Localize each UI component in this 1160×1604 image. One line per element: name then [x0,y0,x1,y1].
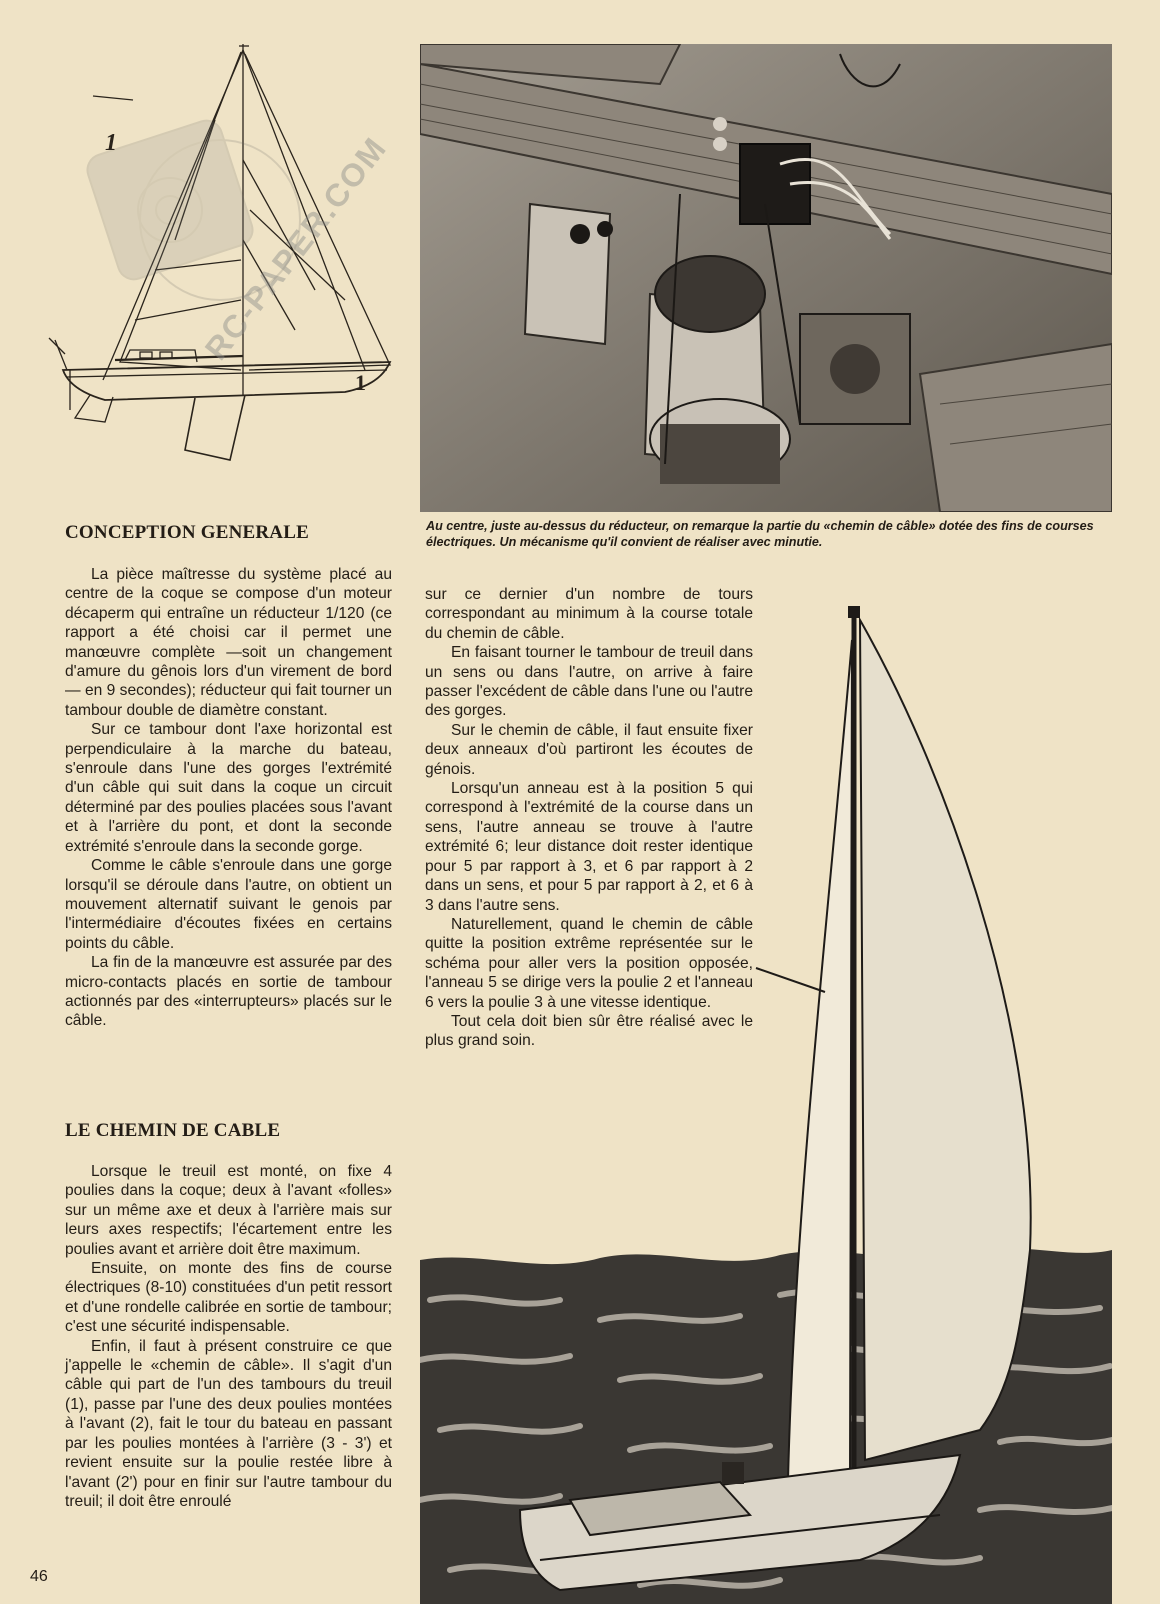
paragraph: sur ce dernier d'un nombre de tours correspondant au minimum à la course totale du chemin de câble. [425,586,753,642]
section-heading-conception: CONCEPTION GENERALE [65,522,309,543]
paragraph: Naturellement, quand le chemin de câble quitte la position extrême représentée sur le schéma pour aller vers la position opposée, l'anneau 5 se dirige vers la poulie 2 et l'anneau 6 vers la poulie 3 à une vitesse identique. [425,915,753,1011]
mechanism-photo [420,44,1112,512]
paragraph: Lorsqu'un anneau est à la position 5 qui correspond à l'extrémité de la course dans un sens, l'autre anneau se trouve à l'autre extrémité 6; leur distance doit rester identique pour 5 par rapport à 3, et 6 par rapport à 2 dans un sens, et pour 5 par rapport à 2, et 6 à 3 dans l'autre sens. [425,780,753,914]
watermark: RC-PAPER.COM [197,129,394,367]
paragraph: Tout cela doit bien sûr être réalisé avec le plus grand soin. [425,1012,753,1050]
paragraph: Lorsque le treuil est monté, on fixe 4 poulies dans la coque; deux à l'avant «folles» sur un même axe et deux à l'arrière mais sur leurs axes respectifs; l'écartement entre les poulies avant et arrière doit être maximum. [65,1163,392,1258]
paragraph: Ensuite, on monte des fins de course électriques (8-10) constituées d'un petit ressort et d'une rondelle calibrée en sortie de tambour; c'est une sécurité indispensable. [65,1260,392,1336]
sailboat-diagram [45,40,405,480]
paragraph: Sur ce tambour dont l'axe horizontal est perpendiculaire à la marche du bateau, s'enroule dans l'une des gorges l'extrémité d'un câble qui suit dans la coque un circuit déterminé par des poulies placées sous l'avant et à l'arrière du pont, et dont la seconde extrémité s'enroule dans la seconde gorge. [65,721,392,855]
paragraph: En faisant tourner le tambour de treuil dans un sens ou dans l'autre, on arrive à faire passer l'excédent de câble dans l'une ou l'autre des gorges. [425,644,753,720]
sailboat-photo [420,600,1112,1604]
section-conception-text [65,565,392,1031]
page-number: 46 [30,1568,48,1585]
paragraph: Comme le câble s'enroule dans une gorge lorsqu'il se déroule dans l'autre, on obtient un mouvement alternatif suivant le genois par l'intermédiaire d'écoutes fixées en certains points du câble. [65,857,392,952]
paragraph: La pièce maîtresse du système placé au centre de la coque se compose d'un moteur décaperm qui entraîne un réducteur 1/120 (ce rapport a été choisi car il permet une manœuvre complète —soit un changement d'amure du gênois lors d'un virement de bord— en 9 secondes); réducteur qui fait tourner un tambour double de diamètre constant. [65,566,392,719]
photo-caption: Au centre, juste au-dessus du réducteur, on remarque la partie du «chemin de câble» dotée des fins de courses électriques. Un mécanisme qu'il convient de réaliser avec minutie. [426,519,1094,549]
mast-sail-number: 1 [105,130,117,156]
section-heading-chemin-de-cable: LE CHEMIN DE CABLE [65,1120,281,1141]
paragraph: La fin de la manœuvre est assurée par des micro-contacts placés en sortie de tambour actionnés par des «interrupteurs» placés sur le câble. [65,954,392,1030]
paragraph: Enfin, il faut à présent construire ce que j'appelle le «chemin de câble». Il s'agit d'un câble qui part de l'un des tambours du treuil (1), passe par l'une des deux poulies montées à l'avant (2), fait le tour du bateau en passant par les poulies montées à l'arrière (3 - 3') et revient ensuite sur la poulie restée libre à l'avant (2') pour en finir sur l'autre tambour du treuil; il doit être enroulé [65,1337,392,1510]
paragraph: Sur le chemin de câble, il faut ensuite fixer deux anneaux d'où partiront les écoutes de génois. [425,721,753,778]
hull-sail-number: 1 [355,370,366,395]
section-chemin-text [65,1162,392,1511]
